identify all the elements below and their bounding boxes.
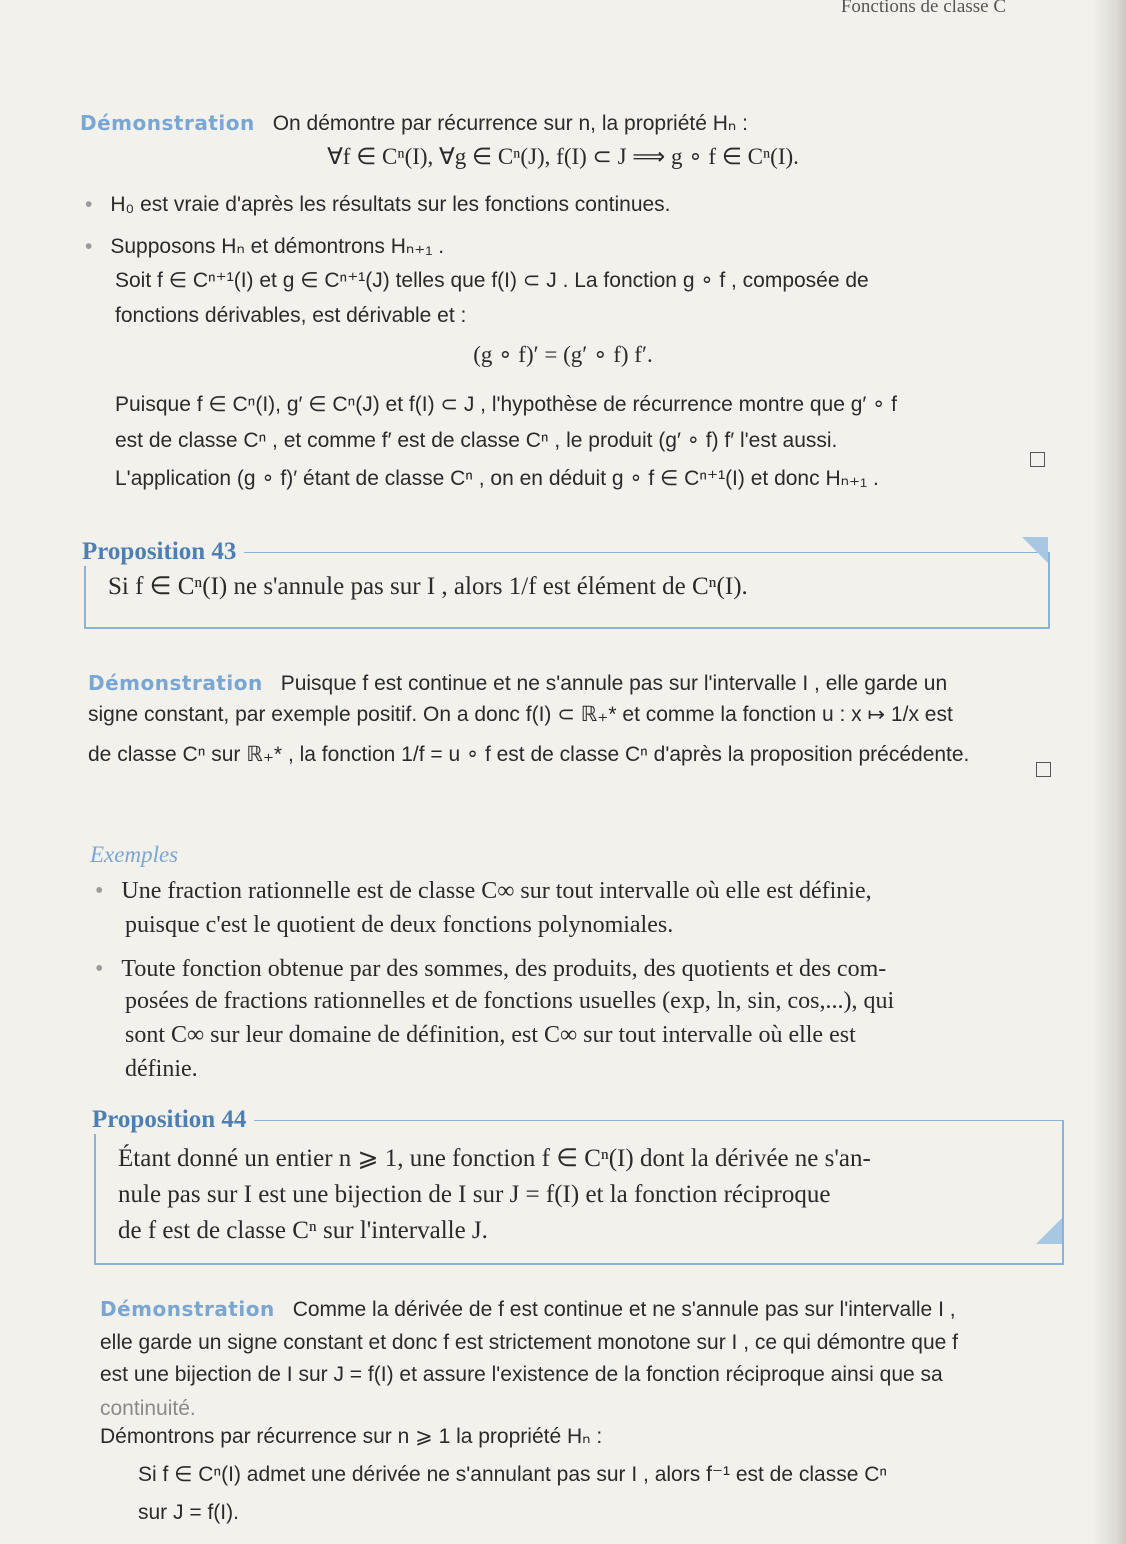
qed-square-icon: [1030, 452, 1045, 467]
demo3-line5: Démontrons par récurrence sur n ⩾ 1 la propriété Hₙ :: [100, 1425, 603, 1448]
bullet-icon: •: [95, 878, 104, 904]
prop44-line1: Étant donné un entier n ⩾ 1, une fonction f ∈ Cⁿ(I) dont la dérivée ne s'an-: [118, 1145, 871, 1172]
demo2-line1: Démonstration Puisque f est continue et ne s'annule pas sur l'intervalle I , elle garde un: [88, 671, 948, 695]
qed-square-icon: [1036, 762, 1051, 777]
demo3-line3: est une bijection de I sur J = f(I) et assure l'existence de la fonction réciproque ainsi que sa: [100, 1363, 943, 1386]
prop43-corner: [1022, 537, 1048, 563]
example2-line4: définie.: [125, 1056, 198, 1082]
example1-line1: • Une fraction rationnelle est de classe C∞ sur tout intervalle où elle est définie,: [95, 878, 872, 904]
demo3-line6: Si f ∈ Cⁿ(I) admet une dérivée ne s'annulant pas sur I , alors f⁻¹ est de classe Cⁿ: [138, 1463, 888, 1486]
demo2-label: Démonstration: [88, 671, 263, 695]
bullet-icon: •: [95, 956, 104, 982]
example2-line3: sont C∞ sur leur domaine de définition, est C∞ sur tout intervalle où elle est: [125, 1022, 856, 1048]
bullet-icon: •: [85, 193, 93, 216]
prop44-line3: de f est de classe Cⁿ sur l'intervalle J.: [118, 1217, 488, 1244]
running-head: Fonctions de classe C: [840, 0, 1006, 17]
demo3-line2: elle garde un signe constant et donc f est strictement monotone sur I , ce qui démontre que f: [100, 1331, 958, 1354]
prop44-title: Proposition 44: [92, 1106, 254, 1134]
demo2-line2: signe constant, par exemple positif. On a donc f(I) ⊂ ℝ₊* et comme la fonction u : x ↦ 1/x est: [88, 703, 953, 726]
prop44-corner: [1036, 1218, 1062, 1244]
example2-line1: • Toute fonction obtenue par des sommes, des produits, des quotients et des com-: [95, 956, 887, 982]
prop43-text: Si f ∈ Cⁿ(I) ne s'annule pas sur I , alors 1/f est élément de Cⁿ(I).: [108, 573, 748, 600]
example1-line2: puisque c'est le quotient de deux fonctions polynomiales.: [125, 912, 674, 938]
demo1-bullet1: • H₀ est vraie d'après les résultats sur les fonctions continues.: [85, 193, 671, 216]
demo1-p1b: fonctions dérivables, est dérivable et :: [115, 304, 467, 327]
page-binding-shadow: [1092, 0, 1126, 1544]
prop43-title: Proposition 43: [82, 538, 244, 566]
demo1-formula: ∀f ∈ Cⁿ(I), ∀g ∈ Cⁿ(J), f(I) ⊂ J ⟹ g ∘ f ∈ Cⁿ(I).: [327, 144, 799, 169]
demo1-intro-line: [80, 110, 748, 137]
demo3-label: Démonstration: [100, 1297, 275, 1321]
demo3-line7: sur J = f(I).: [138, 1501, 239, 1524]
demo3-line4: continuité.: [100, 1397, 196, 1420]
demo1-p1a: Soit f ∈ Cⁿ⁺¹(I) et g ∈ Cⁿ⁺¹(J) telles que f(I) ⊂ J . La fonction g ∘ f , composée de: [115, 269, 869, 292]
demo3-line1: Démonstration Comme la dérivée de f est continue et ne s'annule pas sur l'intervalle I ,: [100, 1297, 956, 1321]
demo1-p3: L'application (g ∘ f)′ étant de classe Cⁿ , on en déduit g ∘ f ∈ Cⁿ⁺¹(I) et donc Hₙ₊₁ .: [115, 467, 879, 490]
demo1-p2a: Puisque f ∈ Cⁿ(I), g′ ∈ Cⁿ(J) et f(I) ⊂ J , l'hypothèse de récurrence montre que g′ ∘ f: [115, 393, 897, 416]
demo1-bullet2: • Supposons Hₙ et démontrons Hₙ₊₁ .: [85, 235, 445, 258]
demo1-label: Démonstration: [80, 111, 255, 135]
prop44-line2: nule pas sur I est une bijection de I sur J = f(I) et la fonction réciproque: [118, 1181, 831, 1208]
exemples-title: Exemples: [90, 842, 179, 867]
demo2-line3: de classe Cⁿ sur ℝ₊* , la fonction 1/f = u ∘ f est de classe Cⁿ d'après la proposition précédente.: [88, 743, 970, 766]
demo1-p2b: est de classe Cⁿ , et comme f′ est de classe Cⁿ , le produit (g′ ∘ f) f′ l'est aussi.: [115, 429, 838, 452]
bullet-icon: •: [85, 235, 93, 258]
demo1-formula2: (g ∘ f)′ = (g′ ∘ f) f′.: [473, 342, 653, 367]
demo1-intro: On démontre par récurrence sur n, la propriété Hₙ :: [272, 112, 748, 135]
example2-line2: posées de fractions rationnelles et de fonctions usuelles (exp, ln, sin, cos,...), qui: [125, 988, 895, 1014]
